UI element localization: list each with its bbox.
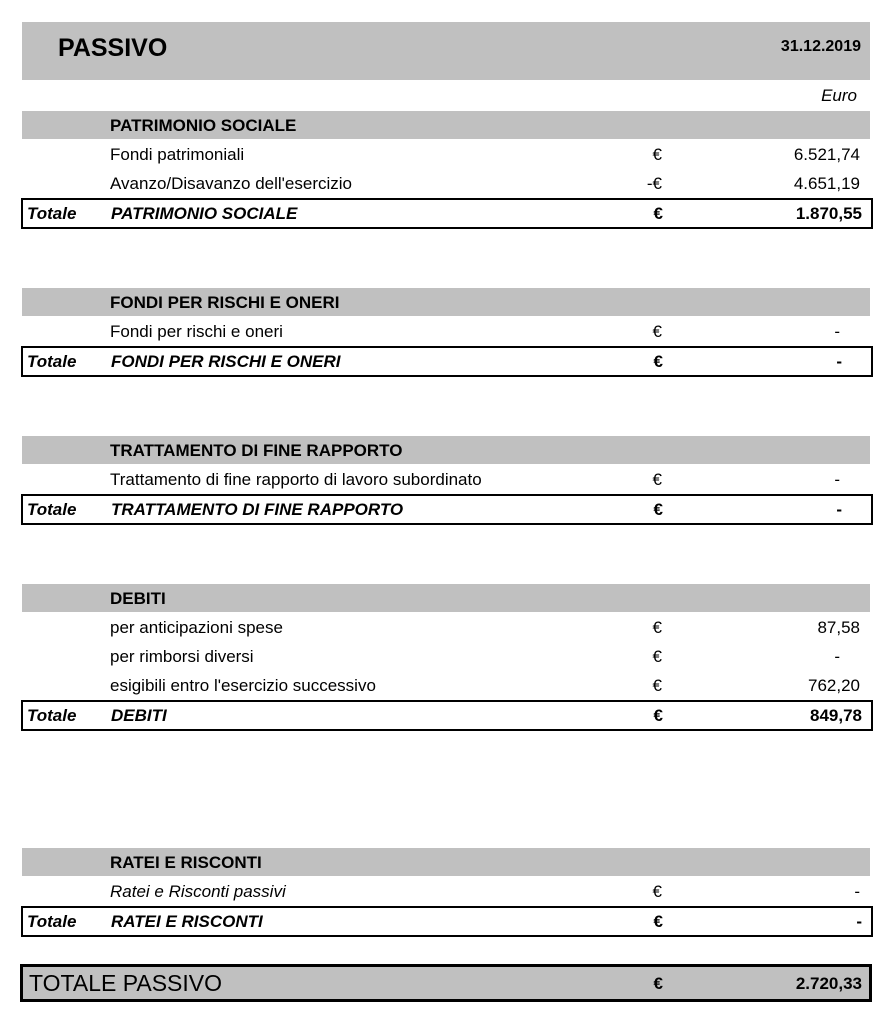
total-row-debiti: Totale DEBITI € 849,78 <box>21 700 873 731</box>
grand-total-label: TOTALE PASSIVO <box>29 970 223 996</box>
page-title: PASSIVO <box>58 34 168 62</box>
table-row: Avanzo/Disavanzo dell'esercizio -€ 4.651,19 <box>110 174 860 193</box>
section-title: RATEI E RISCONTI <box>110 853 262 872</box>
grand-total-value: 2.720,33 <box>795 974 862 993</box>
section-header-debiti <box>22 584 870 612</box>
table-row: Ratei e Risconti passivi € - <box>110 882 860 901</box>
table-row: per rimborsi diversi € - <box>110 647 840 666</box>
section-header-tfr <box>22 436 870 464</box>
section-title: PATRIMONIO SOCIALE <box>110 116 297 135</box>
total-row-fondi: Totale FONDI PER RISCHI E ONERI € - <box>21 346 873 377</box>
section-title: TRATTAMENTO DI FINE RAPPORTO <box>110 441 403 460</box>
currency-unit: Euro <box>821 86 857 105</box>
section-header-ratei <box>22 848 870 876</box>
section-title: FONDI PER RISCHI E ONERI <box>110 293 340 312</box>
grand-total-row <box>20 964 872 1002</box>
table-row: Fondi per rischi e oneri € - <box>110 322 840 341</box>
table-row: Fondi patrimoniali € 6.521,74 <box>110 145 860 164</box>
total-row-patrimonio: Totale PATRIMONIO SOCIALE € 1.870,55 <box>21 198 873 229</box>
section-header-fondi <box>22 288 870 316</box>
total-row-ratei: Totale RATEI E RISCONTI € - <box>21 906 873 937</box>
grand-total-currency: € <box>653 974 663 993</box>
report-date: 31.12.2019 <box>780 38 861 55</box>
table-row: esigibili entro l'esercizio successivo € 762,20 <box>110 676 860 695</box>
total-row-tfr: Totale TRATTAMENTO DI FINE RAPPORTO € - <box>21 494 873 525</box>
table-row: Trattamento di fine rapporto di lavoro subordinato € - <box>110 470 840 489</box>
section-title: DEBITI <box>110 589 166 608</box>
section-header-patrimonio <box>22 111 870 139</box>
table-row: per anticipazioni spese € 87,58 <box>110 618 860 637</box>
